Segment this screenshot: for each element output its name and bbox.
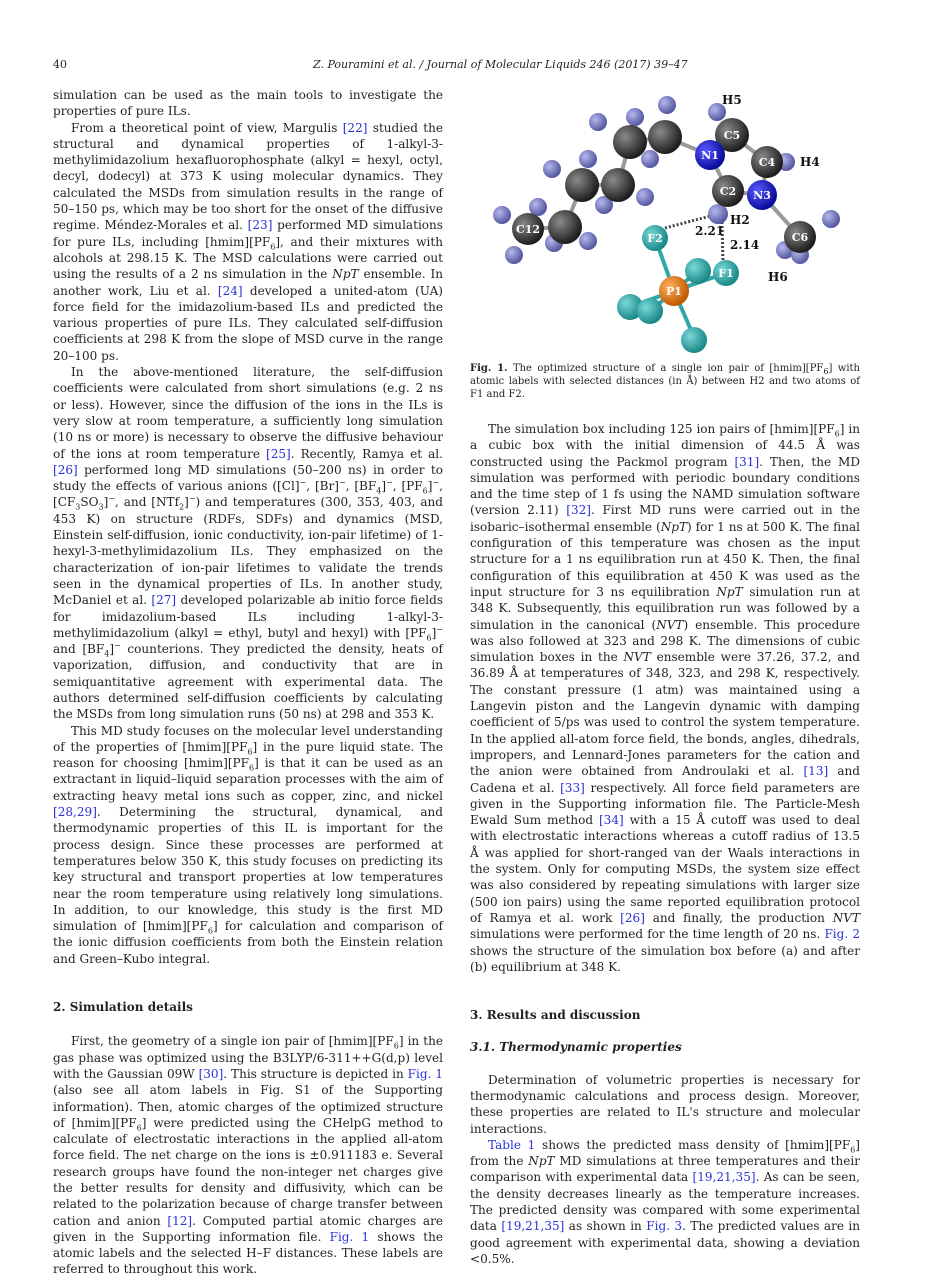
text-run: . The predicted values are in good agreement with experimental data, showing a deviation <0.5%. <box>470 1219 861 1266</box>
text-run: . Computed partial atomic charges are given in the Supporting information file. <box>53 1213 443 1244</box>
text-run: First, the geometry of a single ion pair of [hmim][PF <box>71 1034 394 1049</box>
text-run: counterions. They predicted the density, heats of vaporization, diffusion, and conductivity that are in semiquantitative agreement with experimental data. The authors determined self-diffusion coefficients by calculating the MSDs from long simulation runs (50 ns) at 298 and 353 K. <box>53 642 443 722</box>
text-run: , [PF <box>392 479 423 494</box>
text-run: , [CF <box>53 479 443 510</box>
text-run: ] with atomic labels with selected distances (in Å) between H2 and two atoms of F1 and F2. <box>470 363 860 400</box>
text-run: 3 <box>75 502 81 512</box>
section-heading: 3. Results and discussion <box>470 1008 641 1023</box>
text-run: ] in the pure liquid state. The reason for choosing [hmim][PF <box>53 739 443 771</box>
text-run: ] <box>109 642 115 657</box>
text-run: ] <box>381 479 387 494</box>
text-run: ] in a cubic box with the initial dimension of 44.5 Å was constructed using the Packmol program <box>470 422 860 469</box>
citation-link[interactable]: [12] <box>167 1213 193 1228</box>
atom-label: C6 <box>791 231 809 244</box>
citation-link[interactable]: [24] <box>217 283 243 298</box>
section-heading: 2. Simulation details <box>53 1000 193 1015</box>
atom-label: C5 <box>723 129 741 142</box>
distance-label: 2.14 <box>730 238 760 252</box>
citation-link[interactable]: [26] <box>620 910 645 925</box>
text-run: 6 <box>393 1041 399 1051</box>
paragraph <box>53 723 443 967</box>
text-run: 6 <box>207 926 213 936</box>
text-run: 4 <box>104 649 110 659</box>
text-run: 6 <box>247 747 253 757</box>
text-run: . Then, the MD simulation was performed with periodic boundary conditions and the time step of 1 fs using the NAMD simulation software (version 2.11) <box>470 454 860 518</box>
text-run: NpT <box>660 519 688 534</box>
text-run: with a 15 Å cutoff was used to deal with electrostatic interactions whereas a cutoff radius of 13.5 Å was applied for short-ranged van der Waals interactions in the system. Only for computing MSDs, the system size effect was also considered by repeating simulations with larger size (500 ion pairs) using the same reported equilibration protocol of Ramya et al. work <box>470 813 860 925</box>
atom-label: C4 <box>758 156 776 169</box>
text-run: 6 <box>136 1123 142 1133</box>
citation-link[interactable]: [31] <box>734 454 760 469</box>
citation-link[interactable]: [28,29] <box>53 805 97 820</box>
text-run: ] for calculation and comparison of the ionic diffusion coefficients from both the Einstein relation and Green–Kubo integral. <box>53 919 443 966</box>
text-run: , and [NTf <box>115 495 180 510</box>
text-run: ] <box>103 495 109 510</box>
citation-link[interactable]: [22] <box>342 120 368 135</box>
text-run: ensemble were 37.26, 37.2, and 36.89 Å at temperatures of 348, 323, and 298 K, respectively. The constant pressure (1 atm) was maintained using a Langevin piston and the Langevin dynamic with damping coefficient of 5/ps was used to control the system temperature. In the applied all-atom force field, the bonds, angles, dihedrals, impropers, and Lennard-Jones parameters for the cation and the anion were obtained from Androulaki et al. <box>470 650 860 779</box>
text-run: 4 <box>376 486 382 496</box>
atom-label: C2 <box>719 185 737 198</box>
text-run: ] <box>427 479 433 494</box>
paragraph <box>470 421 860 975</box>
text-run: ], and their mixtures with alcohols at 298.15 K. The MSD calculations were carried out using the results of a 2 ns simulation in the <box>53 234 443 282</box>
citation-link[interactable]: [19,21,35] <box>501 1219 565 1234</box>
text-run: ) for 1 ns at 500 K. The final configuration of this temperature was chosen as the input structure for a 1 ns equilibration run at 450 K. Then, the final configuration of this equilibration at 450 K was used as the input structure for 3 ns equilibration <box>470 519 860 599</box>
text-run: 6 <box>823 367 829 376</box>
text-run: , [Br] <box>306 479 339 494</box>
text-run: ] from the <box>470 1137 860 1169</box>
text-run: NpT <box>528 1154 555 1169</box>
text-run: ] is that it can be used as an extractant in liquid–liquid separation processes with the aim of extracting heavy metal ions such as copper, zinc, and nickel <box>53 756 443 803</box>
text-run: . Determining the structural, dynamical, and thermodynamic properties of this IL is important for the process design. Since these processes are performed at temperatures below 350 K, this study focuses on predicting its key structural and transport properties at low temperatures near the room temperature using relatively long simulations. In addition, to our knowledge, this study is the first MD simulation of [hmim][PF <box>53 805 443 934</box>
atom-label: H5 <box>722 93 742 107</box>
text-run: 2 <box>179 502 185 512</box>
text-run: . First MD runs were carried out in the isobaric–isothermal ensemble ( <box>470 503 861 534</box>
paragraph: Determination of volumetric properties is necessary for thermodynamic calculations and process design. Moreover, these properties are related to IL's structure and molecular interactions. <box>470 1072 860 1136</box>
text-run: developed a united-atom (UA) force field for the imidazolium-based ILs and predicted the various properties of pure ILs. They calculated self-diffusion coefficients at 298 K from the slope of MSD curve in the range 20–100 ps. <box>53 283 443 363</box>
text-run: 6 <box>850 1145 856 1155</box>
paragraph <box>53 120 443 364</box>
text-run: ] <box>184 495 189 510</box>
text-run: − <box>338 478 346 488</box>
figure-link[interactable]: Fig. 1 <box>407 1066 443 1081</box>
text-run: and Cadena et al. <box>470 764 861 795</box>
citation-link[interactable]: [27] <box>151 593 177 608</box>
text-run: NpT <box>332 267 359 282</box>
distance-label: 2.21 <box>695 224 725 238</box>
citation-link[interactable]: [34] <box>598 813 624 828</box>
text-run: − <box>432 478 440 488</box>
text-run: ] in the gas phase was optimized using the B3LYP/6-311++G(d,p) level with the Gaussian 09W <box>53 1034 443 1081</box>
molecule-structure-diagram <box>470 87 860 357</box>
text-run: ] were predicted using the CHelpG method to calculate of electrostatic interactions in the applied all-atom force field. The net charge on the ions is ±0.911183 e. Several research groups have found the non-integer net charges give the better results for density and diffusivity, which can be related to the polarization because of charge transfer between cation and anion <box>53 1115 443 1228</box>
atom-label: F1 <box>718 267 734 280</box>
text-run: 6 <box>270 242 276 252</box>
text-run: 6 <box>422 486 428 496</box>
citation-link[interactable]: [32] <box>566 503 591 518</box>
text-run: − <box>299 478 307 488</box>
text-run: and [BF <box>53 642 105 657</box>
citation-link[interactable]: [26] <box>53 462 78 477</box>
citation-link[interactable]: [25] <box>266 446 291 461</box>
text-run: simulations were performed for the time length of 20 ns. <box>470 927 825 942</box>
text-run: − <box>386 478 393 488</box>
text-run: NpT <box>716 584 743 599</box>
text-run: performed long MD simulations (50–200 ns) in order to study the effects of various anions ([Cl] <box>53 462 443 494</box>
atom-label: P1 <box>666 285 682 298</box>
text-run: . Recently, Ramya et al. <box>290 446 443 461</box>
text-run: In the above-mentioned literature, the self-diffusion coefficients were calculated from short simulations (e.g. 2 ns or less). However, since the diffusion of the ions in the ILs is very slow at room temperature, a sufficiently long simulation (10 ns or more) is necessary to observe the diffusive behaviour of the ions at room temperature <box>53 365 443 461</box>
running-header: Z. Pouramini et al. / Journal of Molecular Liquids 246 (2017) 39–47 <box>313 58 688 71</box>
text-run: − <box>188 494 196 504</box>
text-run: From a theoretical point of view, Margulis <box>71 120 343 135</box>
right-column <box>470 87 860 1267</box>
text-run: respectively. All force field parameters are given in the Supporting information file. The Particle-Mesh Ewald Sum method <box>470 780 860 828</box>
figure-link[interactable]: Fig. 3 <box>646 1219 683 1234</box>
text-run: ) and temperatures (300, 353, 403, and 453 K) on structure (RDFs, SDFs) and dynamics (MSD, Einstein self-diffusion, ionic conductivity, ion-pair lifetime) of 1-hexyl-3-methylimidazolium ILs. They emphasized on the characterization of ion-pair lifetimes to validate the trends seen in the dynamical properties of ILs. In another study, McDaniel et al. <box>53 495 443 608</box>
text-run: shows the structure of the simulation box before (a) and after (b) equilibrium at 348 K. <box>470 943 860 974</box>
text-run: This MD study focuses on the molecular level understanding of the properties of [hmim][PF <box>53 723 443 754</box>
table-link[interactable]: Table 1 <box>488 1137 536 1152</box>
citation-link[interactable]: [33] <box>560 780 585 795</box>
text-run: − <box>436 624 443 634</box>
text-run: MD simulations at three temperatures and their comparison with experimental data <box>470 1154 860 1185</box>
text-run: The optimized structure of a single ion pair of [hmim][PF <box>507 363 824 374</box>
atom-label: H2 <box>730 213 750 227</box>
text-run: ) ensemble. This procedure was also followed at 323 and 298 K. The dimensions of cubic simulation boxes in the <box>470 617 860 665</box>
text-run: and finally, the production <box>644 910 833 925</box>
text-run: NVT <box>623 650 651 665</box>
text-run: (also see all atom labels in Fig. S1 of the Supporting information). Then, atomic charges of the optimized structure of [hmim][PF <box>53 1083 443 1130</box>
paragraph <box>470 1137 860 1267</box>
text-run: . This structure is depicted in <box>223 1066 408 1081</box>
text-run: , [BF <box>345 479 377 494</box>
text-run: 6 <box>249 763 255 773</box>
atom-label: H4 <box>800 155 820 169</box>
text-run: NVT <box>832 910 860 925</box>
text-run: as shown in <box>564 1219 647 1234</box>
text-run: developed polarizable ab initio force fields for imidazolium-based ILs including 1-alkyl-3-methylimidazolium (alkyl = ethyl, butyl and hexyl) with [PF <box>53 593 444 640</box>
text-run: shows the predicted mass density of [hmim][PF <box>535 1137 851 1152</box>
citation-link[interactable]: [19,21,35] <box>692 1170 756 1185</box>
page-number: 40 <box>53 58 67 71</box>
text-run: − <box>108 494 116 504</box>
text-run: ] <box>431 625 437 640</box>
atom-label: N1 <box>701 149 719 162</box>
text-run: ensemble. In another work, Liu et al. <box>53 267 443 298</box>
citation-link[interactable]: [23] <box>247 218 273 233</box>
text-run: SO <box>80 495 99 510</box>
text-run: simulation run at 348 K. Subsequently, this equilibration run was followed by a simulation in the canonical ( <box>470 584 860 632</box>
text-run: − <box>114 641 121 651</box>
atom-label: C12 <box>515 223 541 236</box>
figure-link[interactable]: Fig. 2 <box>824 927 860 942</box>
paragraph <box>53 364 443 723</box>
text-run: The simulation box including 125 ion pairs of [hmim][PF <box>488 422 835 436</box>
atom-label: N3 <box>753 189 771 202</box>
atom-label: H6 <box>768 270 788 284</box>
text-run: performed MD simulations for pure ILs, including [hmim][PF <box>53 218 443 249</box>
paragraph: simulation can be used as the main tools to investigate the properties of pure ILs. <box>53 88 443 119</box>
text-run: 6 <box>834 429 840 439</box>
citation-link[interactable]: [13] <box>803 764 829 779</box>
text-run: NVT <box>656 617 684 632</box>
citation-link[interactable]: [30] <box>198 1066 224 1081</box>
text-run: studied the structural and dynamical properties of 1-alkyl-3-methylimidazolium hexafluorophosphate (alkyl = hexyl, octyl, decyl, dodecyl) at 373 K using molecular dynamics. They calculated the MSDs from simulation results in the range of 50–150 ps, which may be too short for the onset of the diffusive regime. Méndez-Morales et al. <box>53 120 443 233</box>
text-run: Fig. 1. <box>470 363 508 374</box>
left-column <box>53 87 443 1278</box>
figure-1 <box>470 87 860 357</box>
figure-link[interactable]: Fig. 1 <box>329 1229 370 1244</box>
text-run: 6 <box>426 633 432 643</box>
subsection-heading: 3.1. Thermodynamic properties <box>470 1040 682 1055</box>
paragraph <box>53 1033 443 1277</box>
atom-label: F2 <box>647 232 663 245</box>
text-run: shows the atomic labels and the selected H–F distances. These labels are referred to throughout this work. <box>53 1229 443 1277</box>
text-run: . As can be seen, the density decreases linearly as the temperature increases. The predicted density was compared with some experimental data <box>470 1170 861 1234</box>
text-run: 3 <box>98 502 104 512</box>
figure-caption <box>470 362 860 401</box>
